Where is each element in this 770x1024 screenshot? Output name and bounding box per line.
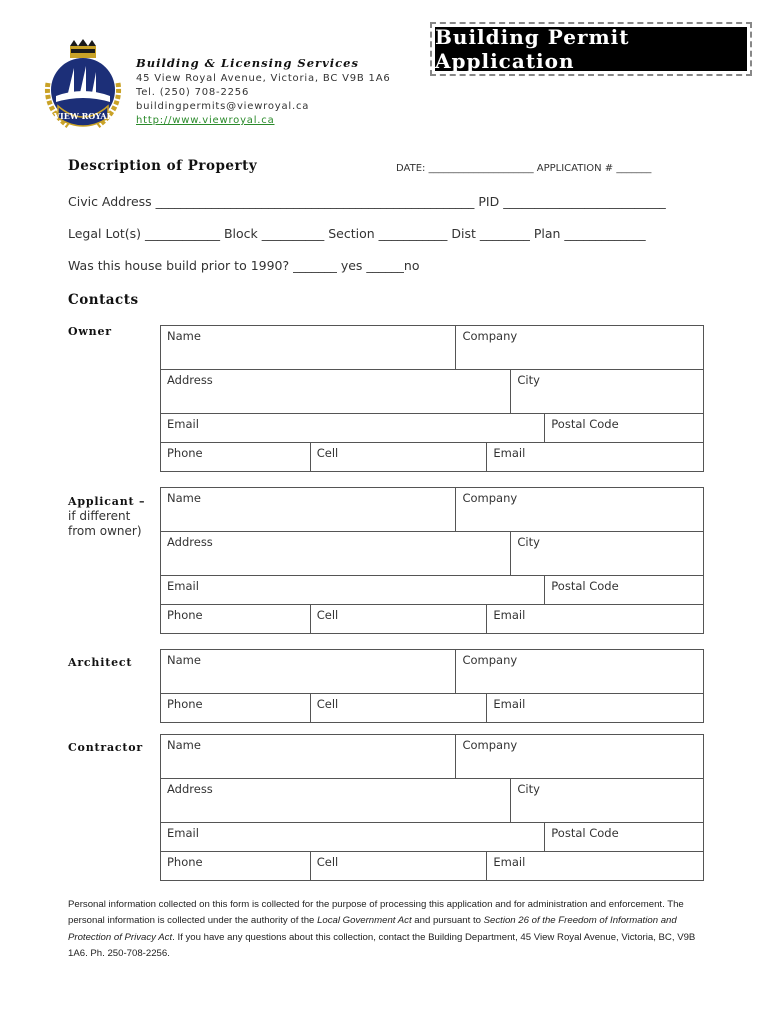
contractor-name-field[interactable]: Name [161,735,456,778]
contractor-cell-field[interactable]: Cell [311,852,488,880]
applicant-postal-field[interactable]: Postal Code [545,576,704,604]
owner-name-field[interactable]: Name [161,326,456,369]
applicant-label: Applicant – if different from owner) [68,495,146,538]
owner-postal-field[interactable]: Postal Code [545,414,704,442]
prior-1990-question[interactable]: Was this house build prior to 1990? _______ yes ______no [68,258,420,273]
applicant-address-field[interactable]: Address [161,532,511,575]
date-application-line[interactable]: DATE: _____________________ APPLICATION # _______ [396,163,652,174]
contractor-grid [160,734,704,881]
contractor-city-field[interactable]: City [511,779,704,822]
owner-address-field[interactable]: Address [161,370,511,413]
owner-label: Owner [68,325,112,338]
org-name: Building & Licensing Services [136,56,359,70]
owner-city-field[interactable]: City [511,370,704,413]
architect-name-field[interactable]: Name [161,650,456,693]
applicant-grid [160,487,704,634]
contacts-heading: Contacts [68,292,139,308]
contractor-phone-field[interactable]: Phone [161,852,311,880]
org-email: buildingpermits@viewroyal.ca [136,101,310,112]
applicant-cell-field[interactable]: Cell [311,605,488,633]
applicant-phone-field[interactable]: Phone [161,605,311,633]
organization-info [136,56,391,128]
applicant-city-field[interactable]: City [511,532,704,575]
contractor-company-field[interactable]: Company [456,735,704,778]
applicant-email-field[interactable]: Email [161,576,545,604]
applicant-name-field[interactable]: Name [161,488,456,531]
org-website-link[interactable]: http://www.viewroyal.ca [136,115,275,126]
applicant-email2-field[interactable]: Email [487,605,704,633]
owner-cell-field[interactable]: Cell [311,443,488,471]
contractor-postal-field[interactable]: Postal Code [545,823,704,851]
org-address: 45 View Royal Avenue, Victoria, BC V9B 1A6 [136,73,391,84]
contractor-label: Contractor [68,741,144,754]
architect-phone-field[interactable]: Phone [161,694,311,722]
contractor-email-field[interactable]: Email [161,823,545,851]
view-royal-logo [38,38,128,133]
architect-email2-field[interactable]: Email [487,694,704,722]
page-title: Building Permit Application [435,27,747,71]
contractor-email2-field[interactable]: Email [487,852,704,880]
privacy-notice: Personal information collected on this form is collected for the purpose of processing this application and for administration and enforcement. The personal information is collected under the authority of the Local Government Act and pursuant to Section 26 of the Freedom of Information and Protection of Privacy Act. If you have any questions about this collection, contact the Building Department, 45 View Royal Avenue, Victoria, BC, V9B 1A6. Ph. 250-708-2256. [68,899,696,959]
owner-email2-field[interactable]: Email [487,443,704,471]
owner-phone-field[interactable]: Phone [161,443,311,471]
legal-description-line[interactable]: Legal Lot(s) ____________ Block __________ Section ___________ Dist ________ Plan _____________ [68,226,646,241]
property-heading: Description of Property [68,158,258,174]
contractor-address-field[interactable]: Address [161,779,511,822]
architect-company-field[interactable]: Company [456,650,704,693]
applicant-company-field[interactable]: Company [456,488,704,531]
svg-text:VIEW ROYAL: VIEW ROYAL [53,111,113,121]
architect-label: Architect [68,656,133,669]
title-box [430,22,752,76]
architect-cell-field[interactable]: Cell [311,694,488,722]
civic-address-line[interactable]: Civic Address ___________________________________________________ PID __________________________ [68,194,666,209]
owner-grid [160,325,704,472]
owner-email-field[interactable]: Email [161,414,545,442]
owner-company-field[interactable]: Company [456,326,704,369]
architect-grid [160,649,704,723]
org-phone: Tel. (250) 708-2256 [136,87,250,98]
